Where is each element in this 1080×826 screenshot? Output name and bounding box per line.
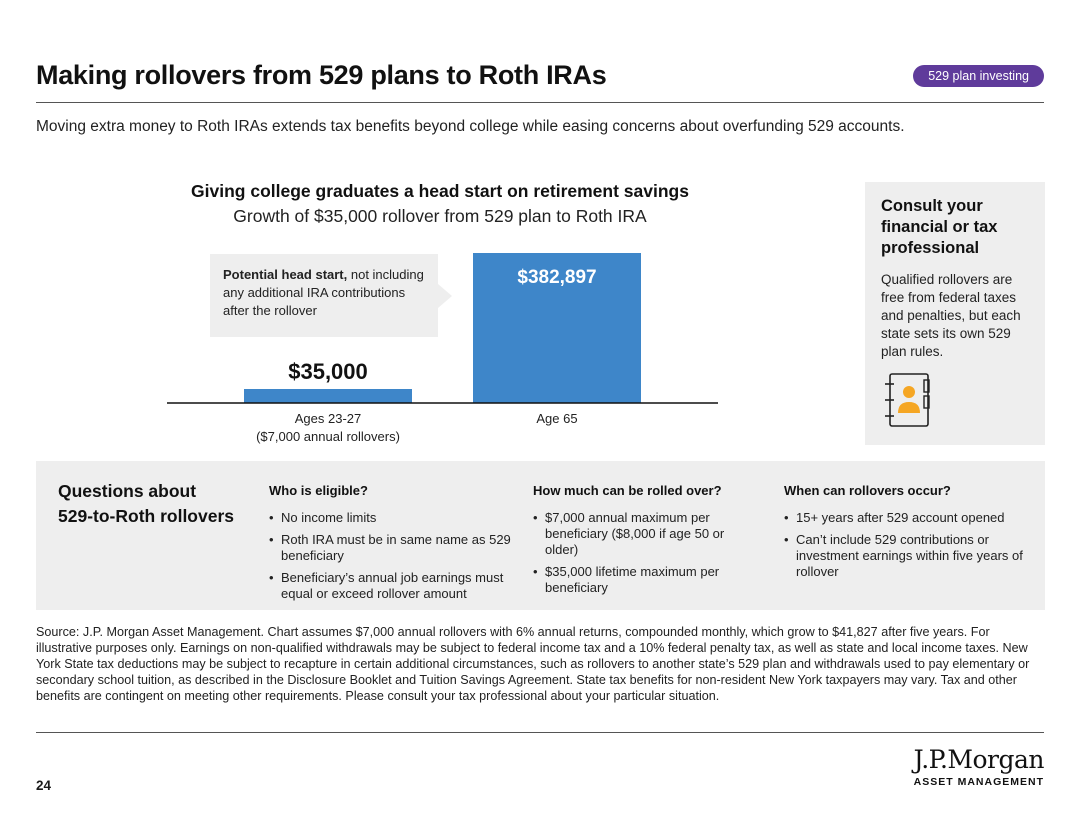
- list-item: • Beneficiary’s annual job earnings must equal or exceed rollover amount: [269, 570, 519, 602]
- page-subtitle: Moving extra money to Roth IRAs extends tax benefits beyond college while easing concerns about overfunding 529 accounts.: [36, 118, 905, 135]
- list-item: • $35,000 lifetime maximum per beneficiary: [533, 564, 748, 596]
- category-label-0: ($7,000 annual rollovers): [256, 429, 400, 444]
- source-footnote: Source: J.P. Morgan Asset Management. Chart assumes $7,000 annual rollovers with 6% annual returns, compounded monthly, which grow to $41,827 after five years. For illustrative purposes only. Earnings on non-qualified withdrawals may be subject to federal income tax and a 10% federal penalty tax, as well as state and local income taxes. New York State tax deductions may be subject to recapture in certain additional circumstances, such as rollovers to another state’s 529 plan and withdrawals used to pay elementary or secondary school tuition, as described in the Disclosure Booklet and Tuition Savings Agreement. State tax benefits for non-resident New York taxpayers may vary. Tax and other benefits are contingent on meeting other requirements. Please consult your tax professional about your particular situation.: [36, 625, 1030, 703]
- callout-text: not including any additional IRA contributions after the rollover: [223, 267, 424, 318]
- bar-0: [244, 389, 412, 403]
- question-heading: Who is eligible?: [269, 483, 368, 498]
- list-item: • Roth IRA must be in same name as 529 beneficiary: [269, 532, 519, 564]
- chart-subtitle: Growth of $35,000 rollover from 529 plan to Roth IRA: [233, 206, 647, 226]
- question-amount: [533, 483, 748, 602]
- consult-sidebar: [865, 182, 1045, 445]
- footer-divider: [36, 732, 1044, 733]
- bar-value-label-1: $382,897: [517, 267, 597, 288]
- page-title: Making rollovers from 529 plans to Roth IRAs: [36, 60, 607, 90]
- page-number: 24: [36, 778, 52, 793]
- contact-book-icon: [881, 372, 931, 430]
- logo-subtitle: ASSET MANAGEMENT: [913, 776, 1044, 788]
- list-item: • $7,000 annual maximum per beneficiary ($8,000 if age 50 or older): [533, 510, 748, 558]
- list-item: • 15+ years after 529 account opened: [784, 510, 1024, 526]
- chart-title: Giving college graduates a head start on retirement savings: [191, 181, 689, 201]
- callout-bold-text: Potential head start,: [223, 267, 348, 282]
- category-label-1: Age 65: [536, 411, 578, 426]
- sidebar-title: Consult your financial or tax professional: [881, 197, 998, 257]
- questions-panel: [36, 461, 1045, 610]
- questions-title-line1: Questions about: [58, 481, 197, 501]
- jpmorgan-logo: [914, 745, 1044, 788]
- question-timing: [784, 483, 1024, 586]
- header-divider: [36, 102, 1044, 103]
- list-item: • Can’t include 529 contributions or investment earnings within five years of rollover: [784, 532, 1024, 580]
- topic-tag[interactable]: 529 plan investing: [913, 65, 1044, 87]
- logo-name: J.P.Morgan: [913, 745, 1044, 774]
- question-eligibility: [269, 483, 519, 608]
- list-item: • No income limits: [269, 510, 519, 526]
- growth-bar-chart: [160, 245, 730, 450]
- questions-title-line2: 529-to-Roth rollovers: [58, 506, 234, 526]
- category-label-0: Ages 23-27: [294, 411, 362, 426]
- questions-title: [58, 479, 234, 529]
- bar-value-label-0: $35,000: [288, 359, 368, 384]
- question-heading: How much can be rolled over?: [533, 483, 722, 498]
- question-heading: When can rollovers occur?: [784, 483, 951, 498]
- sidebar-text: Qualified rollovers are free from federal taxes and penalties, but each state sets its own 529 plan rules.: [881, 272, 1021, 359]
